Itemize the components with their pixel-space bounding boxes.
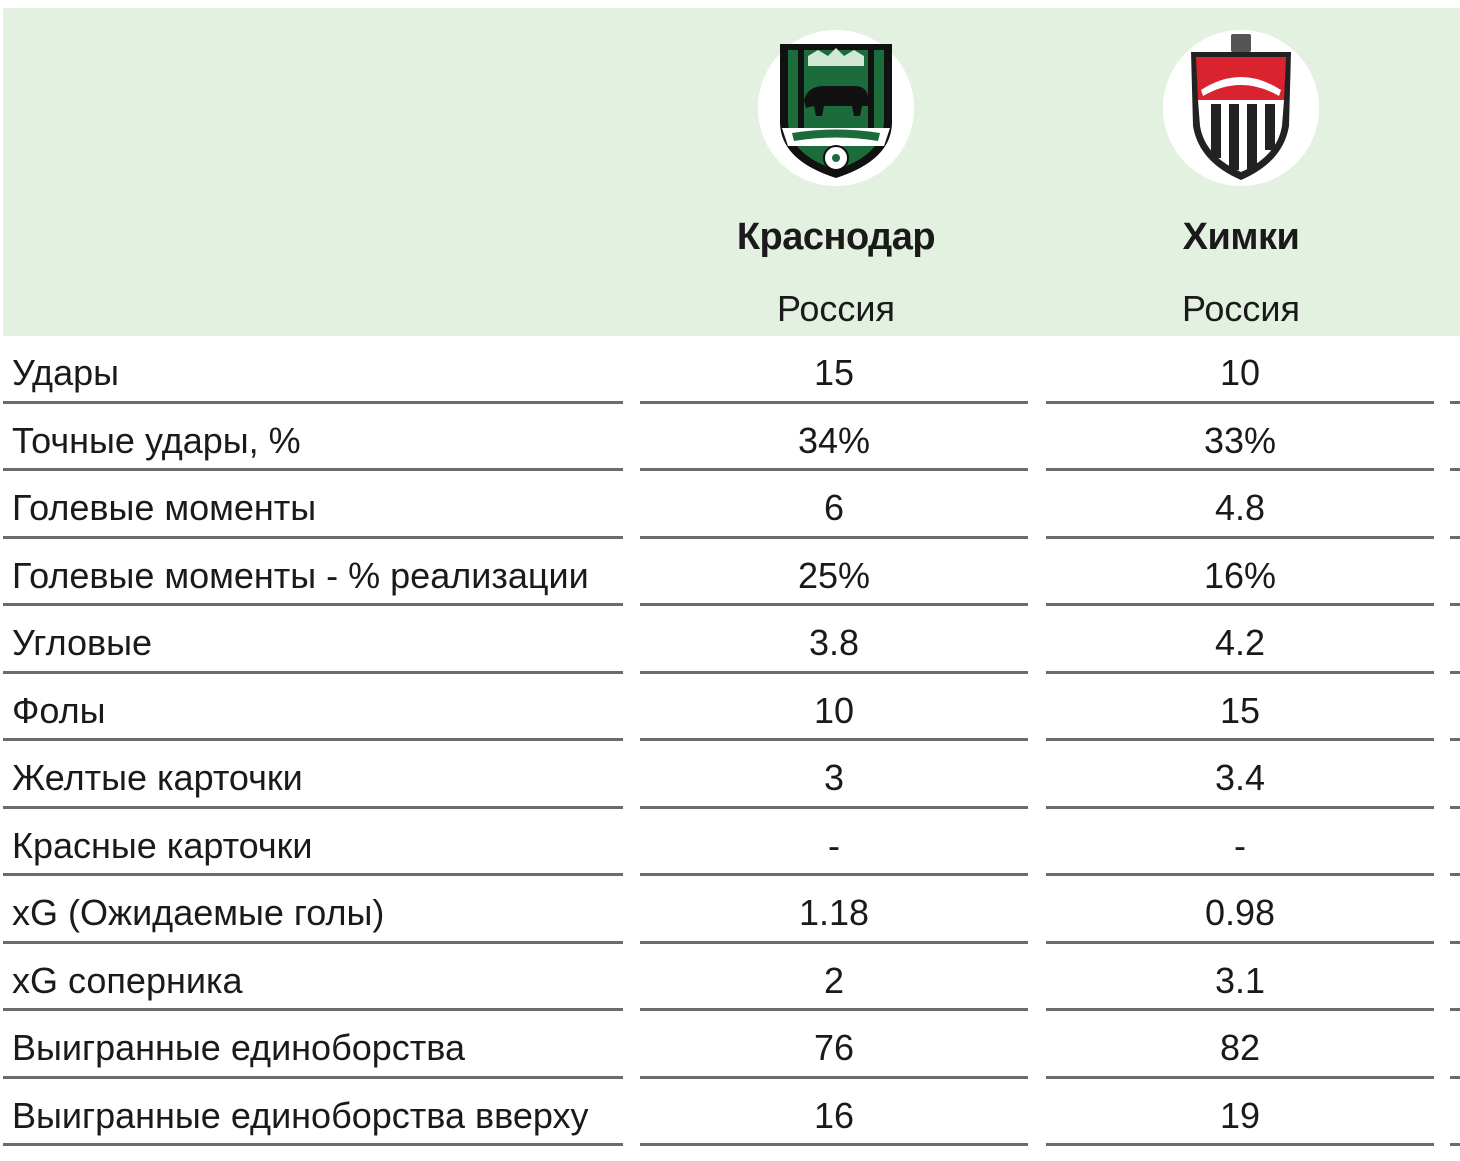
stat-value-khimki: 4.2	[1214, 622, 1266, 663]
stat-label: Удары	[12, 352, 119, 393]
stat-value-khimki: 33%	[1203, 419, 1277, 461]
table-row	[0, 539, 1460, 607]
table-row	[0, 809, 1460, 877]
table-row	[0, 404, 1460, 472]
stat-label: Голевые моменты	[12, 487, 317, 528]
stat-value-khimki: 15	[1219, 689, 1261, 731]
krasnodar-crest-icon	[758, 30, 914, 186]
table-row	[0, 1079, 1460, 1147]
stat-label: Голевые моменты - % реализации	[12, 554, 589, 596]
table-row	[0, 674, 1460, 742]
stat-value-khimki: 19	[1219, 1094, 1261, 1136]
table-row	[0, 606, 1460, 674]
stats-table	[0, 336, 1460, 1146]
table-row	[0, 741, 1460, 809]
stat-value-krasnodar: 16	[813, 1094, 855, 1136]
team-country: Россия	[1181, 288, 1301, 329]
khimki-crest-icon	[1163, 30, 1319, 186]
table-row	[0, 336, 1460, 404]
row-divider	[1046, 1143, 1434, 1146]
team-name: Краснодар	[736, 216, 936, 258]
team-name: Химки	[1182, 216, 1300, 258]
stat-value-krasnodar: 76	[813, 1027, 855, 1068]
row-divider	[640, 1143, 1028, 1146]
stat-value-krasnodar: 25%	[797, 554, 871, 596]
stat-value-krasnodar: 3	[823, 757, 845, 798]
row-divider	[3, 1143, 623, 1146]
stat-value-khimki: 82	[1219, 1027, 1261, 1068]
team-column-krasnodar	[641, 8, 1031, 336]
table-row	[0, 876, 1460, 944]
team-country: Россия	[776, 288, 896, 329]
stat-value-khimki: 3.4	[1214, 757, 1266, 798]
stat-value-khimki: 16%	[1203, 554, 1277, 596]
table-row	[0, 471, 1460, 539]
stat-value-khimki: 4.8	[1214, 487, 1266, 528]
stat-label: Точные удары, %	[12, 419, 301, 461]
stat-label: Выигранные единоборства вверху	[12, 1094, 589, 1136]
stat-value-khimki: 3.1	[1214, 959, 1266, 1001]
stat-label: xG соперника	[12, 959, 243, 1001]
table-row	[0, 1011, 1460, 1079]
stat-value-krasnodar: 15	[813, 352, 855, 393]
stat-value-krasnodar: 34%	[797, 419, 871, 461]
stat-value-krasnodar: 10	[813, 689, 855, 731]
stat-value-krasnodar: 3.8	[808, 622, 860, 663]
stat-label: xG (Ожидаемые голы)	[12, 892, 385, 933]
stat-value-khimki: 0.98	[1204, 892, 1276, 933]
stat-value-khimki: -	[1234, 824, 1246, 866]
table-header	[3, 8, 1460, 336]
team-column-khimki	[1046, 8, 1436, 336]
stat-value-krasnodar: 2	[823, 959, 845, 1001]
stat-label: Выигранные единоборства	[12, 1027, 465, 1068]
stat-value-krasnodar: -	[828, 824, 840, 866]
stat-label: Угловые	[12, 622, 153, 663]
stat-value-khimki: 10	[1219, 352, 1261, 393]
table-row	[0, 944, 1460, 1012]
stat-value-krasnodar: 6	[823, 487, 845, 528]
row-divider	[1450, 1143, 1460, 1146]
stat-label: Фолы	[12, 689, 106, 731]
stat-label: Желтые карточки	[12, 757, 303, 798]
stat-label: Красные карточки	[12, 824, 313, 866]
stat-value-krasnodar: 1.18	[798, 892, 870, 933]
